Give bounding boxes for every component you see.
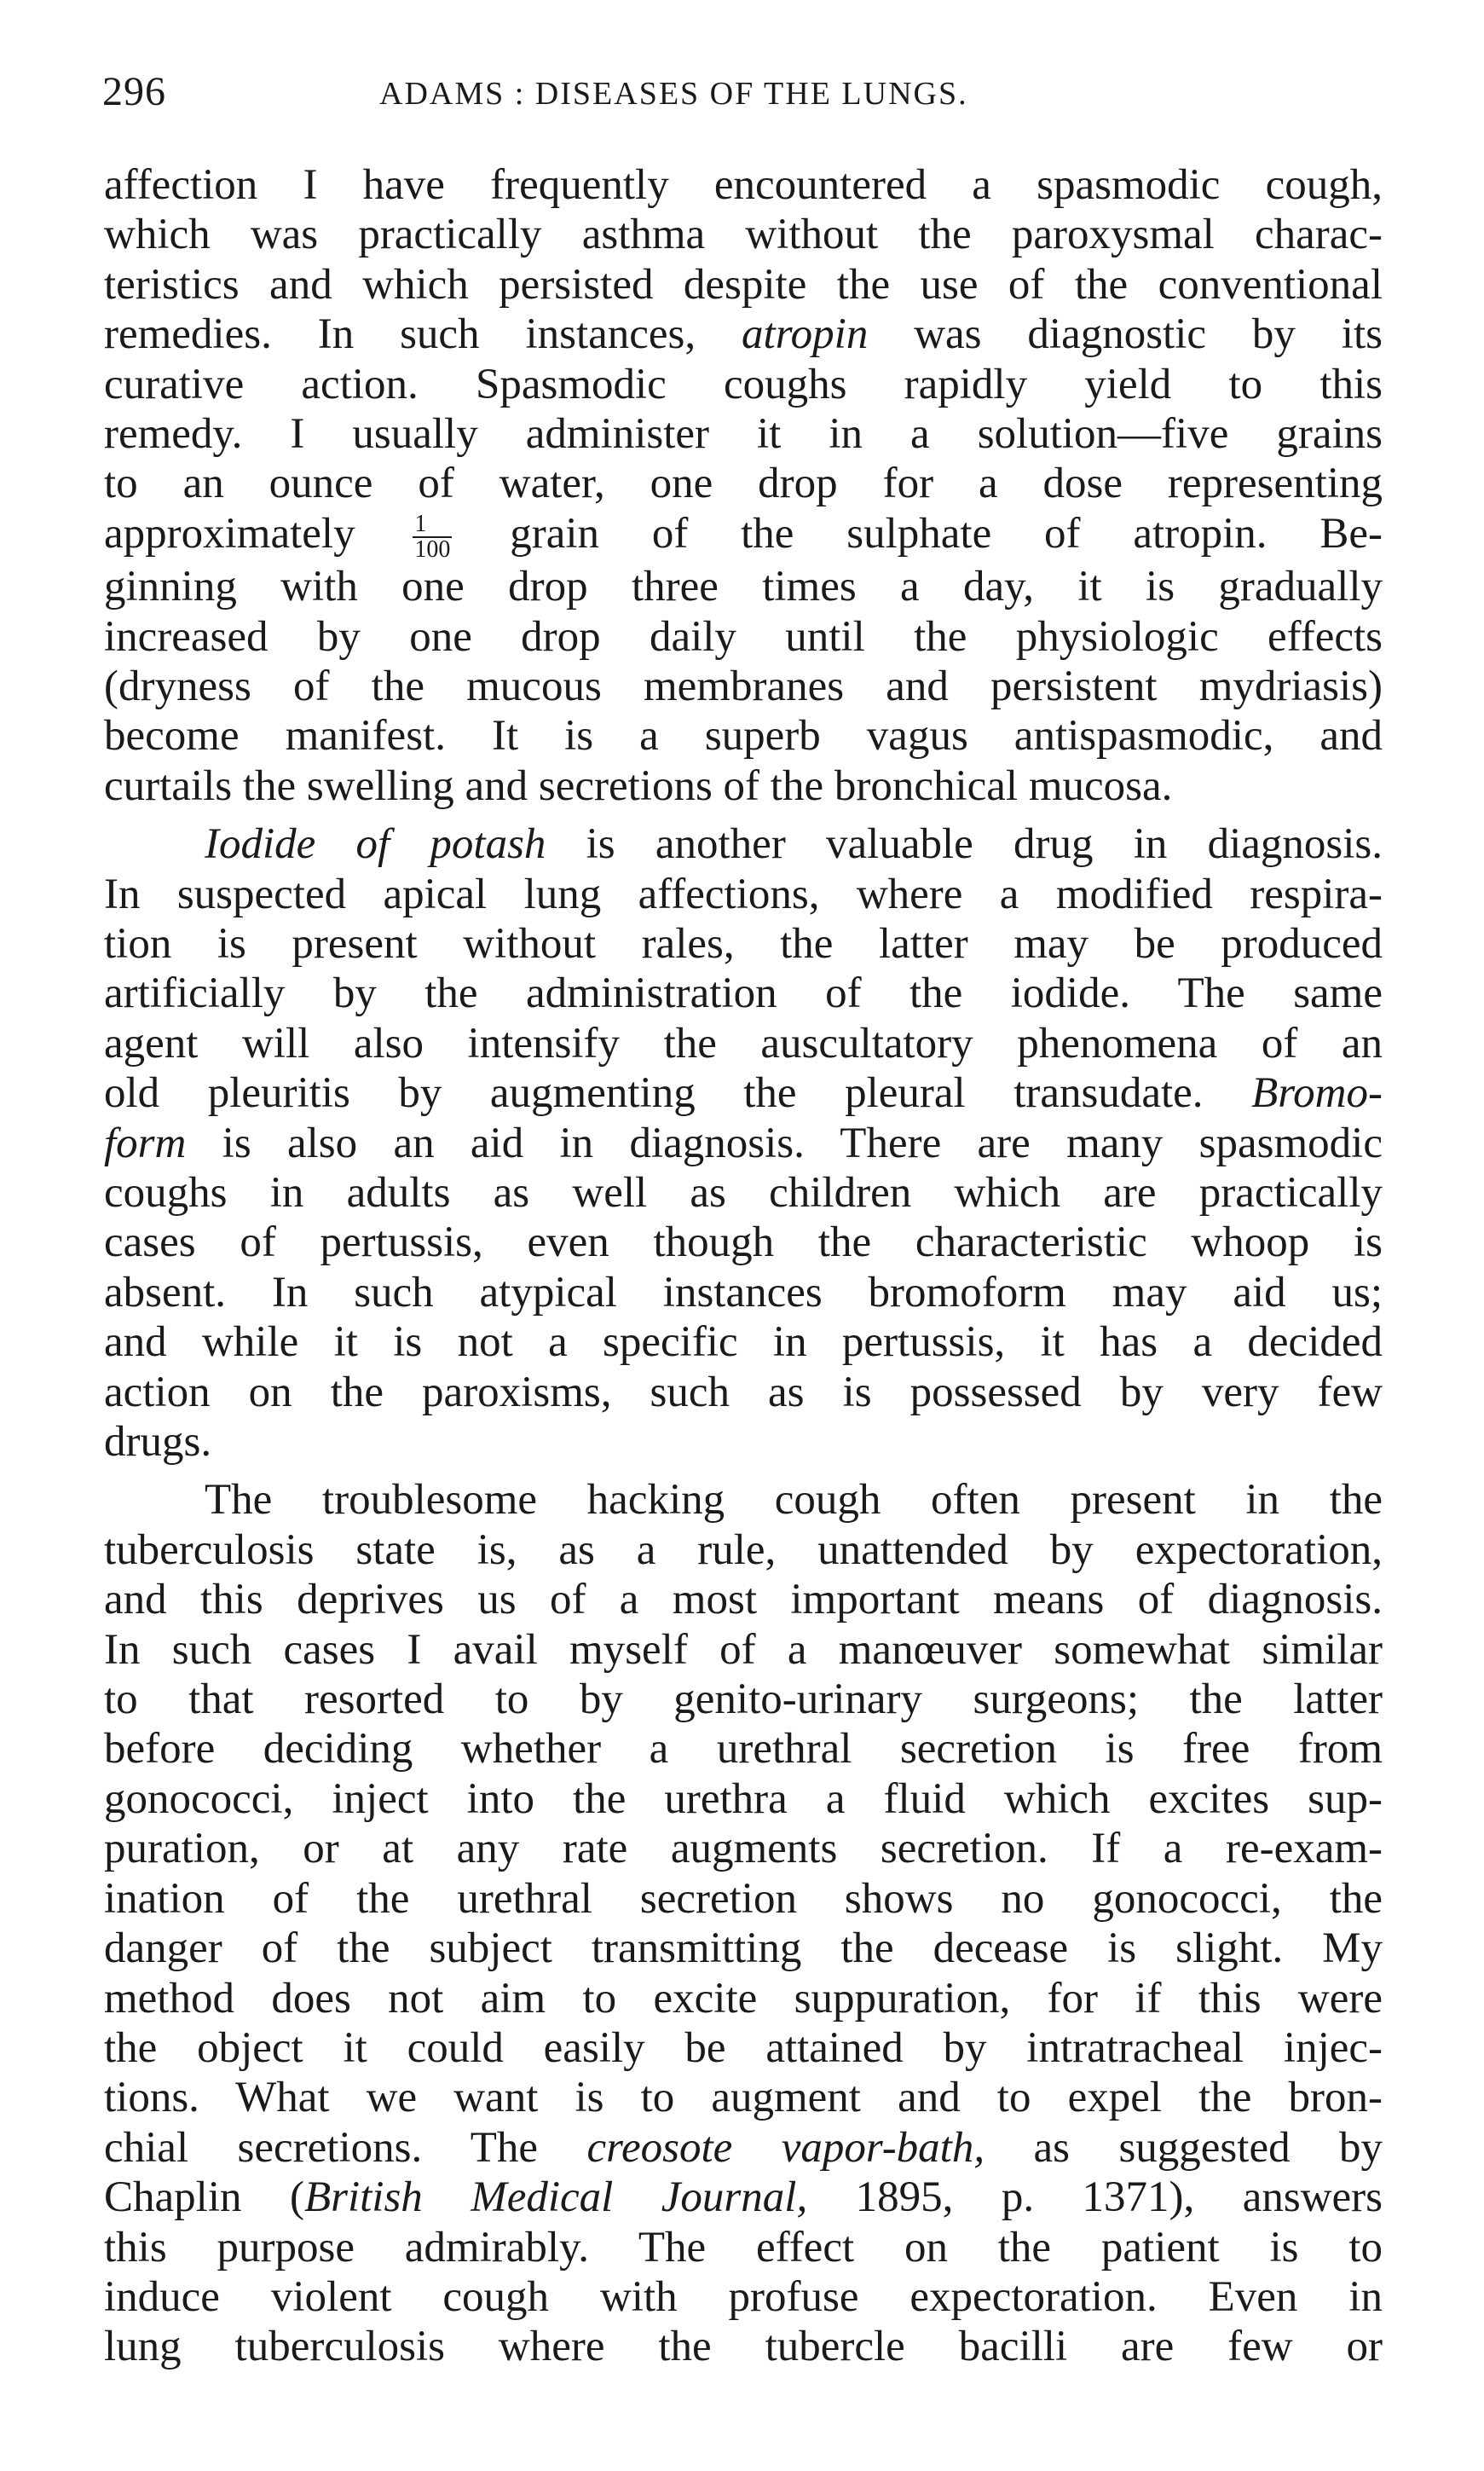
text-line: The troublesome hacking cough often present in the xyxy=(205,1476,1383,1525)
running-title: ADAMS : DISEASES OF THE LUNGS. xyxy=(379,76,968,112)
text-run: 1895, p. 1371), answers xyxy=(807,2173,1383,2222)
text-line: which was practically asthma without the paroxysmal charac- xyxy=(104,211,1383,259)
text-line: and while it is not a specific in pertussis, it has a decided xyxy=(104,1318,1383,1367)
text-line: remedy. I usually administer it in a solution—five grains xyxy=(104,410,1383,459)
text-line: action on the paroxisms, such as is possessed by very few xyxy=(104,1368,1383,1416)
text-run: approximately xyxy=(104,509,408,558)
text-line: (dryness of the mucous membranes and persistent mydriasis) xyxy=(104,662,1383,710)
text-run: Chaplin ( xyxy=(104,2173,304,2222)
text-line: become manifest. It is a superb vagus antispasmodic, and xyxy=(104,712,1383,761)
text-line: tion is present without rales, the latter may be produced xyxy=(104,919,1383,968)
text-run: is another valuable drug in diagnosis. xyxy=(546,820,1383,869)
body-text xyxy=(104,160,1383,2372)
text-line xyxy=(104,2123,1383,2173)
text-line: tuberculosis state is, as a rule, unattended by expectoration, xyxy=(104,1525,1383,1574)
text-line: ination of the urethral secretion shows no gonococci, the xyxy=(104,1874,1383,1923)
text-run: is also an aid in diagnosis. There are many spasmodic xyxy=(186,1119,1383,1167)
text-line: absent. In such atypical instances bromoform may aid us; xyxy=(104,1268,1383,1317)
text-run: as suggested by xyxy=(985,2123,1383,2172)
text-line: the object it could easily be attained by intratracheal injec- xyxy=(104,2023,1383,2072)
text-line: In such cases I avail myself of a manœuver somewhat similar xyxy=(104,1625,1383,1674)
text-line: puration, or at any rate augments secretion. If a re-exam- xyxy=(104,1825,1383,1873)
text-line: tions. What we want is to augment and to expel the bron- xyxy=(104,2074,1383,2122)
text-line xyxy=(104,310,1383,359)
italic-term-creosote: creosote vapor-bath, xyxy=(586,2123,985,2172)
paragraph-iodide xyxy=(104,819,1383,1467)
text-line: and this deprives us of a most important means of diagnosis. xyxy=(104,1576,1383,1624)
text-line xyxy=(104,1119,1383,1168)
text-line: before deciding whether a urethral secretion is free from xyxy=(104,1725,1383,1774)
text-line: agent will also intensify the auscultatory phenomena of an xyxy=(104,1019,1383,1068)
fraction-numerator: 1 xyxy=(413,512,452,538)
text-line xyxy=(104,2173,1383,2222)
text-line: artificially by the administration of the iodide. The same xyxy=(104,969,1383,1018)
text-run: remedies. In such instances, xyxy=(104,310,742,359)
text-line: coughs in adults as well as children which are practically xyxy=(104,1169,1383,1218)
italic-term-iodide: Iodide of potash xyxy=(205,820,546,869)
text-line: affection I have frequently encountered a spasmodic cough, xyxy=(104,161,1383,209)
text-line: to an ounce of water, one drop for a dose representing xyxy=(104,460,1383,508)
paragraph-atropin xyxy=(104,160,1383,811)
text-line: In suspected apical lung affections, where a modified respira- xyxy=(104,870,1383,918)
text-line: curative action. Spasmodic coughs rapidly yield to this xyxy=(104,360,1383,408)
text-line: increased by one drop daily until the physiologic effects xyxy=(104,612,1383,661)
text-line: curtails the swelling and secretions of the bronchical mucosa. xyxy=(104,761,1173,810)
running-head xyxy=(94,67,1398,118)
text-line xyxy=(104,509,1383,562)
text-run: was diagnostic by its xyxy=(868,310,1383,359)
text-line: teristics and which persisted despite the use of the conventional xyxy=(104,260,1383,309)
page-number: 296 xyxy=(102,69,166,114)
italic-term-atropin: atropin xyxy=(742,310,869,359)
italic-term-bromoform: Bromo- xyxy=(1251,1069,1383,1118)
text-line: lung tuberculosis where the tubercle bacilli are few or xyxy=(104,2323,1383,2371)
fraction-denominator: 100 xyxy=(414,536,451,564)
text-line: cases of pertussis, even though the characteristic whoop is xyxy=(104,1218,1383,1267)
text-line: drugs. xyxy=(104,1418,212,1467)
text-line xyxy=(104,819,1383,869)
text-line: danger of the subject transmitting the decease is slight. My xyxy=(104,1924,1383,1973)
text-line: induce violent cough with profuse expectoration. Even in xyxy=(104,2272,1383,2321)
text-run: old pleuritis by augmenting the pleural transudate. xyxy=(104,1069,1252,1118)
paragraph-hacking-cough xyxy=(104,1475,1383,2371)
fraction xyxy=(413,512,452,562)
italic-term-bromoform-cont: form xyxy=(104,1119,187,1167)
text-run: grain of the sulphate of atropin. Be- xyxy=(457,509,1383,558)
text-run: chial secretions. The xyxy=(104,2123,587,2172)
text-line: method does not aim to excite suppuration, for if this were xyxy=(104,1974,1383,2023)
text-line: this purpose admirably. The effect on the patient is to xyxy=(104,2223,1383,2271)
text-line: gonococci, inject into the urethra a fluid which excites sup- xyxy=(104,1774,1383,1823)
text-line: ginning with one drop three times a day, it is gradually xyxy=(104,563,1383,611)
text-line: to that resorted to by genito-urinary surgeons; the latter xyxy=(104,1675,1383,1724)
text-line xyxy=(104,1068,1383,1118)
italic-journal-title: British Medical Journal, xyxy=(303,2173,808,2222)
